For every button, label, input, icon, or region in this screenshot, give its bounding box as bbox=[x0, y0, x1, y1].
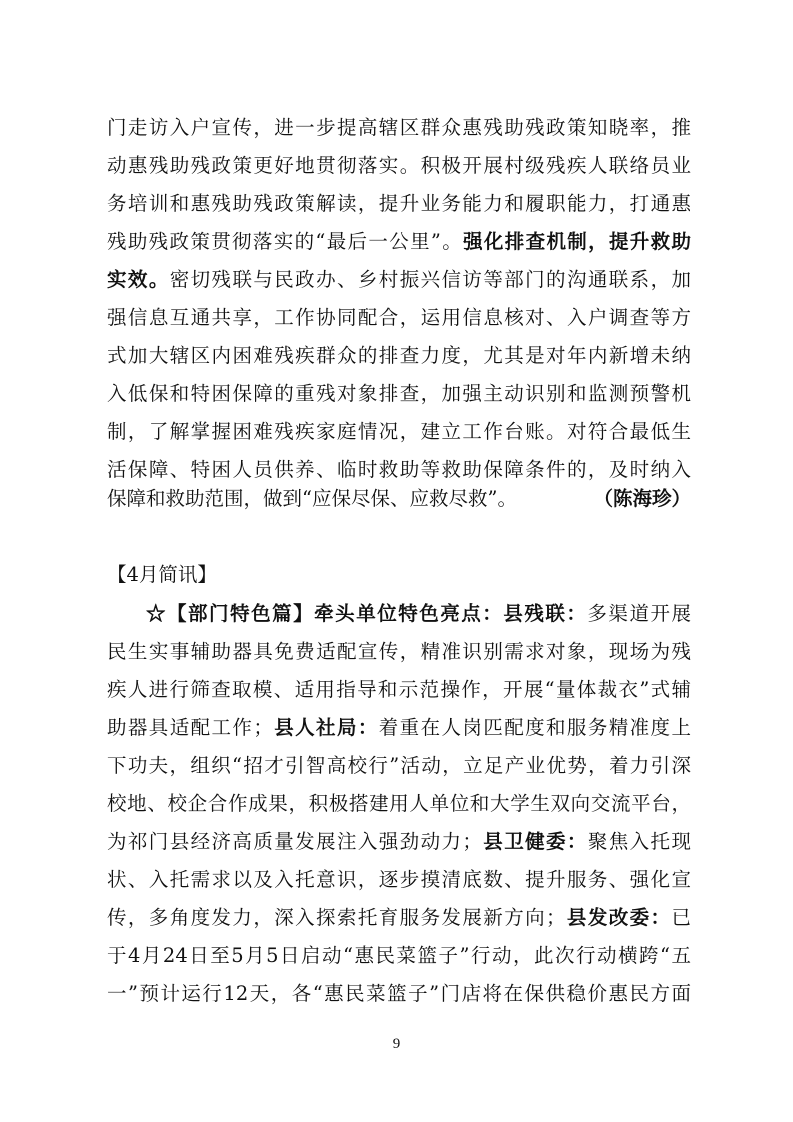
paragraph-1-line-9: 制，了解掌握困难残疾家庭情况，建立工作台账。对符合最低生 bbox=[107, 420, 691, 443]
paragraph-2-line-6: 校地、校企合作成果，积极搭建用人单位和大学生双向交流平台， bbox=[107, 792, 691, 815]
paragraph-1-line-10: 活保障、特困人员供养、临时救助等救助保障条件的，及时纳入 bbox=[107, 458, 691, 481]
page-number: 9 bbox=[392, 1036, 401, 1052]
paragraph-2-line-9 bbox=[107, 899, 691, 937]
bold-heading-run: 县发改委： bbox=[565, 906, 672, 929]
bold-heading-run: 强化排查机制，提升救助 bbox=[463, 230, 691, 253]
paragraph-1-line-2: 动惠残助残政策更好地贯彻落实。积极开展村级残疾人联络员业 bbox=[107, 154, 691, 177]
paragraph-2-line-2: 民生实事辅助器具免费适配宣传，精准识别需求对象，现场为残 bbox=[107, 640, 691, 663]
author-signature: （陈海珍） bbox=[593, 487, 691, 510]
section-heading: 【4月简讯】 bbox=[107, 563, 217, 586]
paragraph-2-line-4 bbox=[107, 709, 691, 747]
paragraph-1-line-6: 强信息互通共享，工作协同配合，运用信息核对、入户调查等方 bbox=[107, 306, 691, 329]
bold-heading-run: 县卫健委： bbox=[481, 830, 588, 853]
paragraph-1-line-1: 门走访入户宣传，进一步提高辖区群众惠残助残政策知晓率，推 bbox=[107, 116, 691, 139]
paragraph-2-line-1 bbox=[146, 595, 691, 633]
paragraph-2-line-10: 于4月24日至5月5日启动“惠民菜篮子”行动，此次行动横跨“五 bbox=[107, 944, 691, 967]
text-run: 多渠道开展 bbox=[587, 602, 691, 625]
paragraph-1-line-11: 保障和救助范围，做到“应保尽保、应救尽救”。 bbox=[107, 487, 517, 510]
paragraph-1-line-3: 务培训和惠残助残政策解读，提升业务能力和履职能力，打通惠 bbox=[107, 192, 691, 215]
paragraph-1-line-5 bbox=[107, 261, 691, 299]
bold-heading-run: ☆【部门特色篇】牵头单位特色亮点：县残联： bbox=[146, 602, 588, 625]
paragraph-2-line-8: 状、入托需求以及入托意识，逐步摸清底数、提升服务、强化宣 bbox=[107, 868, 691, 891]
text-run: 着重在人岗匹配度和服务精准度上 bbox=[378, 716, 691, 739]
bold-heading-run: 县人社局： bbox=[272, 716, 379, 739]
text-run: 聚焦入托现 bbox=[587, 830, 691, 853]
paragraph-1-line-7: 式加大辖区内困难残疾群众的排查力度，尤其是对年内新增未纳 bbox=[107, 344, 691, 367]
text-run: 已 bbox=[671, 906, 691, 929]
text-run: 密切残联与民政办、乡村振兴信访等部门的沟通联系，加 bbox=[169, 268, 691, 291]
paragraph-1-line-8: 入低保和特困保障的重残对象排查，加强主动识别和监测预警机 bbox=[107, 382, 691, 405]
paragraph-2-line-7 bbox=[107, 823, 691, 861]
text-run: 助器具适配工作； bbox=[107, 716, 273, 739]
paragraph-2-line-5: 下功夫，组织“招才引智高校行”活动，立足产业优势，着力引深 bbox=[107, 754, 691, 777]
text-run: 为祁门县经济高质量发展注入强劲动力； bbox=[107, 830, 482, 853]
paragraph-2-line-11: 一”预计运行12天，各“惠民菜篮子”门店将在保供稳价惠民方面 bbox=[107, 982, 691, 1005]
text-run: 残助残政策贯彻落实的“最后一公里”。 bbox=[107, 230, 464, 253]
text-run: 传，多角度发力，深入探索托育服务发展新方向； bbox=[107, 906, 566, 929]
bold-heading-run: 实效。 bbox=[107, 268, 170, 291]
paragraph-1-line-4 bbox=[107, 223, 691, 261]
paragraph-2-line-3: 疾人进行筛查取模、适用指导和示范操作，开展“量体裁衣”式辅 bbox=[107, 678, 691, 701]
